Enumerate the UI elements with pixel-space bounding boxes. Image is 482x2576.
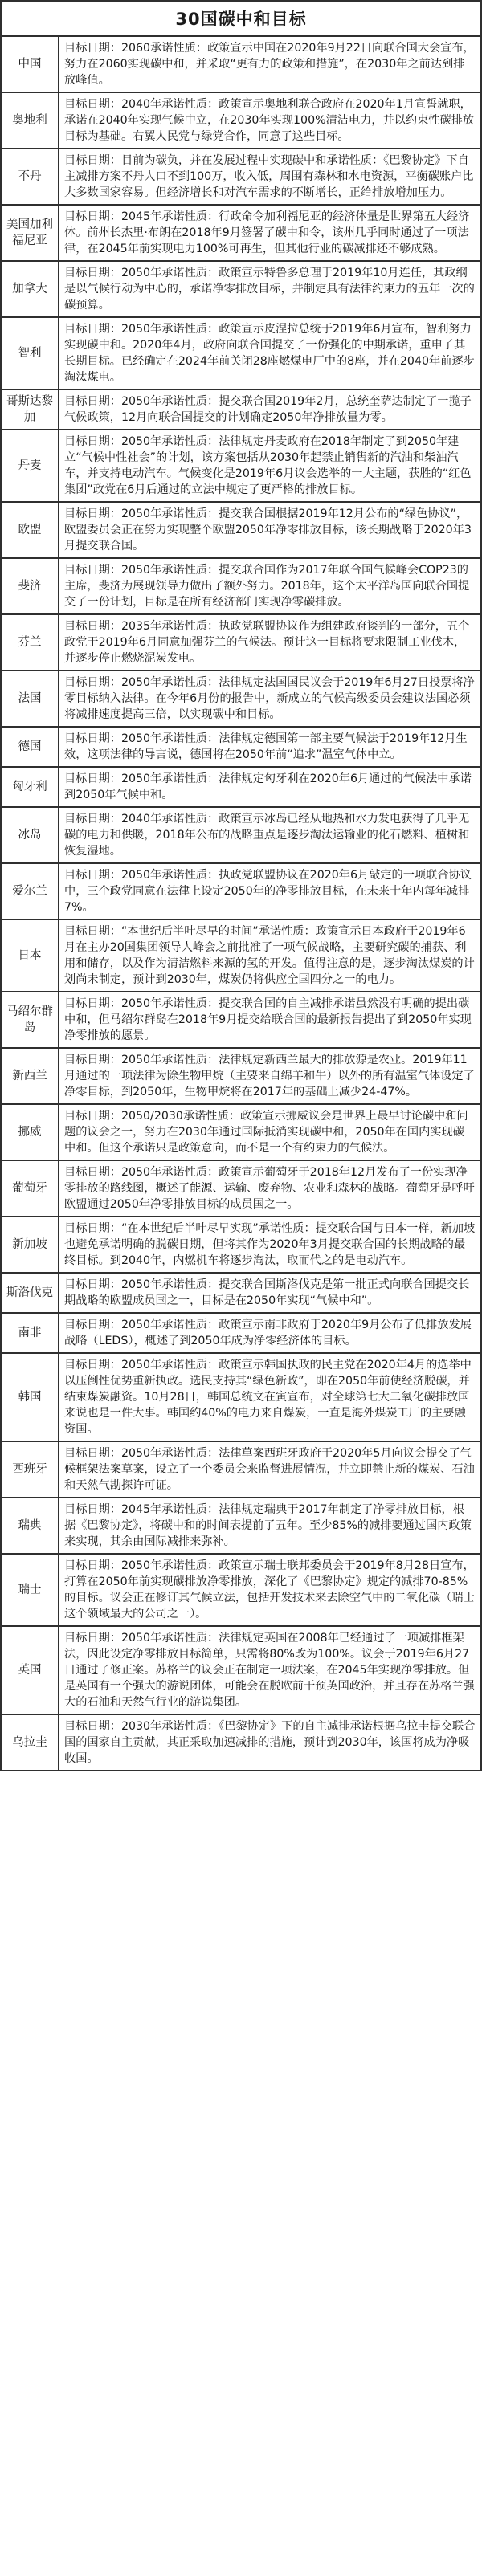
table-row bbox=[1, 1104, 481, 1160]
table-row bbox=[1, 1048, 481, 1104]
carbon-neutral-table bbox=[0, 35, 482, 1771]
target-description-cell: 目标日期：2050年承诺性质：政策宣示特鲁多总理于2019年10月连任，其政纲是以气候行动为中心的，承诺净零排放目标，并制定具有法律约束力的五年一次的碳预算。 bbox=[59, 261, 481, 317]
target-description-cell: 目标日期：2050年承诺性质：法律规定英国在2008年已经通过了一项减排框架法，因此设定净零排放目标简单，只需将80%改为100%。议会于2019年6月27日通过了修正案。苏格兰的议会正在制定一项法案，在2045年实现净零排放。但是英国有一个强大的游说团体，可能会在脱欧前干预英国政治，并且存在苏格兰强大的石油和天然气行业的游说集团。 bbox=[59, 1626, 481, 1714]
target-description-cell: 目标日期：2060承诺性质：政策宣示中国在2020年9月22日向联合国大会宣布，努力在2060实现碳中和，并采取“更有力的政策和措施”，在2030年之前达到排放峰值。 bbox=[59, 36, 481, 92]
country-cell: 南非 bbox=[1, 1313, 59, 1353]
target-description-cell: 目标日期：2050年承诺性质：法律规定德国第一部主要气候法于2019年12月生效，这项法律的导言说，德国将在2050年前“追求”温室气体中立。 bbox=[59, 727, 481, 767]
target-description-cell: 目标日期：2035年承诺性质：执政党联盟协议作为组建政府谈判的一部分，五个政党于2019年6月同意加强芬兰的气候法。预计这一目标将要求限制工业伐木，并逐步停止燃烧泥炭发电。 bbox=[59, 614, 481, 670]
target-description-cell: 目标日期：2040年承诺性质：政策宣示冰岛已经从地热和水力发电获得了几乎无碳的电力和供暖，2018年公布的战略重点是逐步淘汰运输业的化石燃料、植树和恢复湿地。 bbox=[59, 807, 481, 863]
target-description-cell: 目标日期：2050年承诺性质：法律规定法国国民议会于2019年6月27日投票将净零目标纳入法律。在今年6月份的报告中，新成立的气候高级委员会建议法国必须将减排速度提高三倍，以实现碳中和目标。 bbox=[59, 670, 481, 727]
country-cell: 斐济 bbox=[1, 558, 59, 614]
country-cell: 奥地利 bbox=[1, 92, 59, 149]
target-description-cell: 目标日期：2050年承诺性质：政策宣示瑞士联邦委员会于2019年8月28日宣布，打算在2050年前实现碳排放净零排放，深化了《巴黎协定》规定的减排70-85%的目标。议会正在修订其气候立法，包括开发技术来去除空气中的二氧化碳（瑞士这个领域最大的公司之一）。 bbox=[59, 1554, 481, 1626]
country-cell: 德国 bbox=[1, 727, 59, 767]
country-cell: 新西兰 bbox=[1, 1048, 59, 1104]
table-row bbox=[1, 430, 481, 502]
country-cell: 斯洛伐克 bbox=[1, 1273, 59, 1313]
target-description-cell: 目标日期：目前为碳负，并在发展过程中实现碳中和承诺性质：《巴黎协定》下自主减排方案不丹人口不到100万，收入低，周围有森林和水电资源，平衡碳账户比大多数国家容易。但经济增长和对汽车需求的不断增长，正给排放增加压力。 bbox=[59, 149, 481, 205]
table-row bbox=[1, 261, 481, 317]
country-cell: 欧盟 bbox=[1, 502, 59, 558]
table-row bbox=[1, 92, 481, 149]
target-description-cell: 目标日期：2050年承诺性质：政策宣示南非政府于2020年9月公布了低排放发展战略（LEDS），概述了到2050年成为净零经济体的目标。 bbox=[59, 1313, 481, 1353]
country-cell: 日本 bbox=[1, 919, 59, 992]
target-description-cell: 目标日期：“本世纪后半叶尽早的时间”承诺性质：政策宣示日本政府于2019年6月在主办20国集团领导人峰会之前批准了一项气候战略，主要研究碳的捕获、利用和储存，以及作为清洁燃料来源的氢的开发。值得注意的是，逐步淘汰煤炭的计划尚未制定，预计到2030年，煤炭仍将供应全国四分之一的电力。 bbox=[59, 919, 481, 992]
country-cell: 乌拉圭 bbox=[1, 1714, 59, 1771]
country-cell: 瑞典 bbox=[1, 1498, 59, 1554]
table-row bbox=[1, 992, 481, 1048]
table-row bbox=[1, 558, 481, 614]
table-row bbox=[1, 1160, 481, 1217]
target-description-cell: 目标日期：2050年承诺性质：提交联合国根据2019年12月公布的“绿色协议”，欧盟委员会正在努力实现整个欧盟2050年净零排放目标，该长期战略于2020年3月提交联合国。 bbox=[59, 502, 481, 558]
target-description-cell: 目标日期：“在本世纪后半叶尽早实现”承诺性质：提交联合国与日本一样，新加坡也避免承诺明确的脱碳日期，但将其作为2020年3月提交联合国的长期战略的最终目标。到2040年，内燃机车将逐步淘汰，取而代之的是电动汽车。 bbox=[59, 1217, 481, 1273]
country-cell: 马绍尔群岛 bbox=[1, 992, 59, 1048]
table-row bbox=[1, 1714, 481, 1771]
table-row bbox=[1, 1626, 481, 1714]
country-cell: 瑞士 bbox=[1, 1554, 59, 1626]
country-cell: 芬兰 bbox=[1, 614, 59, 670]
table-row bbox=[1, 36, 481, 92]
table-row bbox=[1, 317, 481, 389]
target-description-cell: 目标日期：2050年承诺性质：执政党联盟协议在2020年6月敲定的一项联合协议中，三个政党同意在法律上设定2050年的净零排放目标，在未来十年内每年减排7%。 bbox=[59, 863, 481, 919]
table-row bbox=[1, 149, 481, 205]
target-description-cell: 目标日期：2050年承诺性质：政策宣示韩国执政的民主党在2020年4月的选举中以压倒性优势重新执政。选民支持其“绿色新政”，即在2050年前使经济脱碳，并结束煤炭融资。10月28日，韩国总统文在寅宣布，对全球第七大二氧化碳排放国来说也是一件大事。韩国约40%的电力来自煤炭，一直是海外煤炭工厂的主要融资国。 bbox=[59, 1353, 481, 1441]
target-description-cell: 目标日期：2050年承诺性质：政策宣示葡萄牙于2018年12月发布了一份实现净零排放的路线图，概述了能源、运输、废弃物、农业和森林的战略。葡萄牙是呼吁欧盟通过2050年净零排放目标的成员国之一。 bbox=[59, 1160, 481, 1217]
country-cell: 葡萄牙 bbox=[1, 1160, 59, 1217]
country-cell: 法国 bbox=[1, 670, 59, 727]
target-description-cell: 目标日期：2050年承诺性质：提交联合国的自主减排承诺虽然没有明确的提出碳中和，但马绍尔群岛在2018年9月提交给联合国的最新报告提出了到2050年实现净零排放的愿景。 bbox=[59, 992, 481, 1048]
country-cell: 加拿大 bbox=[1, 261, 59, 317]
country-cell: 韩国 bbox=[1, 1353, 59, 1441]
country-cell: 匈牙利 bbox=[1, 767, 59, 807]
country-cell: 挪威 bbox=[1, 1104, 59, 1160]
table-row bbox=[1, 502, 481, 558]
target-description-cell: 目标日期：2050/2030承诺性质：政策宣示挪威议会是世界上最早讨论碳中和问题的议会之一，努力在2030年通过国际抵消实现碳中和，2050年在国内实现碳中和。但这个承诺只是政策意向，而不是一个有约束力的气候法。 bbox=[59, 1104, 481, 1160]
target-description-cell: 目标日期：2050年承诺性质：提交联合国斯洛伐克是第一批正式向联合国提交长期战略的欧盟成员国之一，目标是在2050年实现“气候中和”。 bbox=[59, 1273, 481, 1313]
country-cell: 美国加利福尼亚 bbox=[1, 205, 59, 261]
country-cell: 冰岛 bbox=[1, 807, 59, 863]
country-cell: 哥斯达黎加 bbox=[1, 389, 59, 430]
table-row bbox=[1, 1498, 481, 1554]
country-cell: 英国 bbox=[1, 1626, 59, 1714]
target-description-cell: 目标日期：2050年承诺性质：法律规定丹麦政府在2018年制定了到2050年建立“气候中性社会”的计划，该方案包括从2030年起禁止销售新的汽油和柴油汽车，并支持电动汽车。气候变化是2019年6月议会选举的一大主题，获胜的“红色集团”政党在6月后通过的立法中规定了更严格的排放目标。 bbox=[59, 430, 481, 502]
table-row bbox=[1, 1441, 481, 1498]
country-cell: 爱尔兰 bbox=[1, 863, 59, 919]
country-cell: 西班牙 bbox=[1, 1441, 59, 1498]
table-row bbox=[1, 205, 481, 261]
country-cell: 新加坡 bbox=[1, 1217, 59, 1273]
target-description-cell: 目标日期：2050年承诺性质：提交联合国2019年2月，总统奎萨达制定了一揽子气候政策，12月向联合国提交的计划确定2050年净排放量为零。 bbox=[59, 389, 481, 430]
target-description-cell: 目标日期：2045年承诺性质：法律规定瑞典于2017年制定了净零排放目标，根据《巴黎协定》，将碳中和的时间表提前了五年。至少85%的减排要通过国内政策来实现，其余由国际减排来弥补。 bbox=[59, 1498, 481, 1554]
country-cell: 中国 bbox=[1, 36, 59, 92]
table-body bbox=[1, 36, 481, 1771]
table-row bbox=[1, 389, 481, 430]
target-description-cell: 目标日期：2030年承诺性质：《巴黎协定》下的自主减排承诺根据乌拉圭提交联合国的国家自主贡献，其正采取加速减排的措施，预计到2030年，该国将成为净吸收国。 bbox=[59, 1714, 481, 1771]
table-row bbox=[1, 1313, 481, 1353]
table-row bbox=[1, 1273, 481, 1313]
target-description-cell: 目标日期：2050年承诺性质：提交联合国作为2017年联合国气候峰会COP23的主席，斐济为展现领导力做出了额外努力。2018年，这个太平洋岛国向联合国提交了一份计划，目标是在所有经济部门实现净零碳排放。 bbox=[59, 558, 481, 614]
table-row bbox=[1, 1554, 481, 1626]
table-row bbox=[1, 670, 481, 727]
country-cell: 智利 bbox=[1, 317, 59, 389]
table-row bbox=[1, 919, 481, 992]
table-row bbox=[1, 863, 481, 919]
table-row bbox=[1, 807, 481, 863]
target-description-cell: 目标日期：2050年承诺性质：法律规定新西兰最大的排放源是农业。2019年11月通过的一项法律为除生物甲烷（主要来自绵羊和牛）以外的所有温室气体设定了净零目标，到2050年，生物甲烷将在2017年的基础上减少24-47%。 bbox=[59, 1048, 481, 1104]
table-row bbox=[1, 1353, 481, 1441]
table-row bbox=[1, 767, 481, 807]
page-title: 30国碳中和目标 bbox=[0, 0, 482, 35]
table-row bbox=[1, 727, 481, 767]
target-description-cell: 目标日期：2050年承诺性质：法律规定匈牙利在2020年6月通过的气候法中承诺到2050年气候中和。 bbox=[59, 767, 481, 807]
table-row bbox=[1, 1217, 481, 1273]
target-description-cell: 目标日期：2040年承诺性质：政策宣示奥地利联合政府在2020年1月宣誓就职，承诺在2040年实现气候中立，在2030年实现100%清洁电力，并以约束性碳排放目标为基础。右翼人民党与绿党合作，同意了这些目标。 bbox=[59, 92, 481, 149]
target-description-cell: 目标日期：2050年承诺性质：政策宣示皮涅拉总统于2019年6月宣布，智利努力实现碳中和。2020年4月，政府向联合国提交了一份强化的中期承诺，重申了其长期目标。已经确定在2024年前关闭28座燃煤电厂中的8座，并在2040年前逐步淘汰煤电。 bbox=[59, 317, 481, 389]
target-description-cell: 目标日期：2045年承诺性质：行政命令加利福尼亚的经济体量是世界第五大经济体。前州长杰里·布朗在2018年9月签署了碳中和令，该州几乎同时通过了一项法律，在2045年前实现电力100%可再生，但其他行业的碳减排还不够成熟。 bbox=[59, 205, 481, 261]
target-description-cell: 目标日期：2050年承诺性质：法律草案西班牙政府于2020年5月向议会提交了气候框架法案草案，设立了一个委员会来监督进展情况，并立即禁止新的煤炭、石油和天然气勘探许可证。 bbox=[59, 1441, 481, 1498]
country-cell: 不丹 bbox=[1, 149, 59, 205]
country-cell: 丹麦 bbox=[1, 430, 59, 502]
table-row bbox=[1, 614, 481, 670]
